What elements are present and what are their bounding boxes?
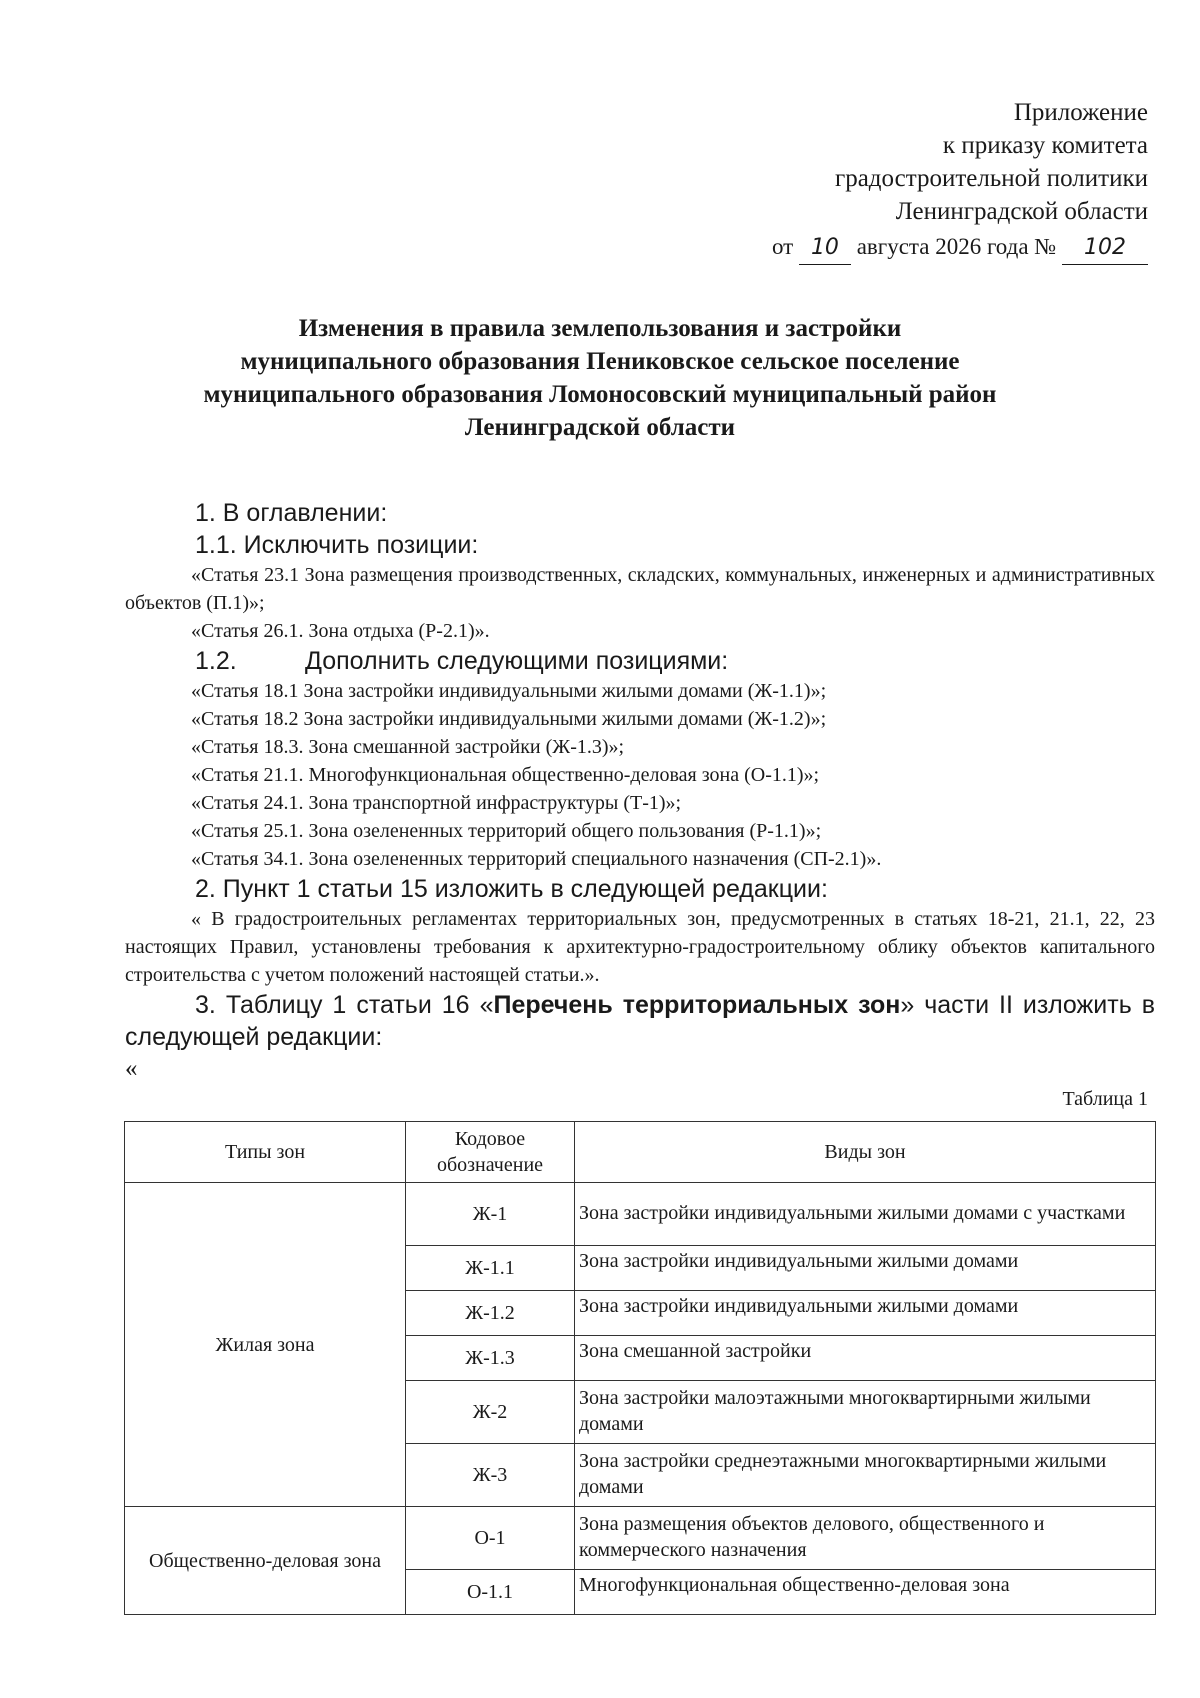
section-1-2-heading [125, 645, 1155, 677]
zone-kind-cell: Зона застройки среднеэтажными многоквартирными жилыми домами [575, 1444, 1156, 1507]
title-line-4: Ленинградской области [464, 414, 736, 441]
zone-code-cell: О-1.1 [406, 1570, 575, 1615]
table-row [125, 1507, 1156, 1570]
approval-line-4: Ленинградской области [895, 198, 1148, 225]
section-1-2-item: «Статья 21.1. Многофункциональная общественно-деловая зона (О-1.1)»; [191, 764, 820, 786]
title-line-1: Изменения в правила землепользования и застройки [298, 315, 902, 342]
zone-code-cell: Ж-1.2 [406, 1291, 575, 1336]
zones-table [124, 1121, 1156, 1615]
zone-code-cell: О-1 [406, 1507, 575, 1570]
zone-code-cell: Ж-1.3 [406, 1336, 575, 1381]
approval-block [588, 96, 1148, 265]
zone-kind-cell: Зона застройки индивидуальными жилыми домами [575, 1291, 1156, 1336]
section-1-2-number: 1.2. [195, 647, 237, 675]
section-1-1-heading: 1.1. Исключить позиции: [195, 531, 479, 559]
zone-type-cell: Общественно-деловая зона [125, 1507, 406, 1615]
section-3-bold: Перечень территориальных зон [493, 991, 901, 1019]
zone-kind-cell: Многофункциональная общественно-деловая зона [575, 1570, 1156, 1615]
section-1-1-item-2: «Статья 26.1. Зона отдыха (Р-2.1)». [191, 620, 490, 642]
approval-line-2: к приказу комитета [942, 132, 1148, 159]
title-line-2: муниципального образования Пениковское сельское поселение [240, 348, 960, 375]
order-date-line [588, 230, 1148, 265]
table-row [125, 1183, 1156, 1246]
open-quote: « [125, 1055, 138, 1082]
zone-code-cell: Ж-1.1 [406, 1246, 575, 1291]
document-title [150, 312, 1050, 444]
zone-kind-cell: Зона застройки малоэтажными многоквартирными жилыми домами [575, 1381, 1156, 1444]
section-2-heading: 2. Пункт 1 статьи 15 изложить в следующей редакции: [195, 875, 828, 903]
section-1-2-item: «Статья 18.3. Зона смешанной застройки (Ж-1.3)»; [191, 736, 625, 758]
table-header-row [125, 1122, 1156, 1183]
section-1-2-item: «Статья 24.1. Зона транспортной инфраструктуры (Т-1)»; [191, 792, 682, 814]
zone-code-cell: Ж-3 [406, 1444, 575, 1507]
zone-kind-cell: Зона размещения объектов делового, общественного и коммерческого назначения [575, 1507, 1156, 1570]
zone-code-cell: Ж-2 [406, 1381, 575, 1444]
handwritten-day: 10 [799, 231, 851, 265]
zone-code-cell: Ж-1 [406, 1183, 575, 1246]
section-1-2-item: «Статья 25.1. Зона озелененных территорий общего пользования (Р-1.1)»; [191, 820, 822, 842]
handwritten-order-number: 102 [1062, 231, 1148, 265]
section-1-2-text: Дополнить следующими позициями: [305, 647, 729, 675]
section-1-2-item: «Статья 18.1 Зона застройки индивидуальными жилыми домами (Ж-1.1)»; [191, 680, 827, 702]
section-1-heading: 1. В оглавлении: [195, 499, 388, 527]
zone-kind-cell: Зона застройки индивидуальными жилыми домами [575, 1246, 1156, 1291]
document-body [125, 497, 1155, 1085]
header-zone-types: Типы зон [125, 1122, 406, 1183]
header-code: Кодовое обозначение [406, 1122, 575, 1183]
table-caption: Таблица 1 [1062, 1088, 1148, 1110]
header-zone-kinds: Виды зон [575, 1122, 1156, 1183]
section-1-2-item: «Статья 34.1. Зона озелененных территорий специального назначения (СП-2.1)». [191, 848, 882, 870]
zone-type-cell: Жилая зона [125, 1183, 406, 1507]
section-2-text: « В градостроительных регламентах территориальных зон, предусмотренных в статьях 18-21, 21.1, 22, 23 настоящих Правил, установлены требования к архитектурно-градостроительному облику объектов капитального строительства с учетом положений настоящей статьи.». [125, 908, 1155, 986]
zone-kind-cell: Зона застройки индивидуальными жилыми домами с участками [575, 1183, 1156, 1246]
approval-line-1: Приложение [1013, 99, 1148, 126]
date-rest: августа 2026 года № [856, 234, 1057, 259]
section-3-text: 3. Таблицу 1 статьи 16 «Перечень территориальных зон» части II изложить в следующей редакции: [125, 991, 1155, 1051]
zone-kind-cell: Зона смешанной застройки [575, 1336, 1156, 1381]
section-1-2-item: «Статья 18.2 Зона застройки индивидуальными жилыми домами (Ж-1.2)»; [191, 708, 827, 730]
date-prefix: от [771, 234, 794, 259]
approval-line-3: градостроительной политики [834, 165, 1148, 192]
section-1-1-item-1: «Статья 23.1 Зона размещения производственных, складских, коммунальных, инженерных и административных объектов (П.1)»; [125, 564, 1155, 614]
title-line-3: муниципального образования Ломоносовский муниципальный район [203, 381, 997, 408]
